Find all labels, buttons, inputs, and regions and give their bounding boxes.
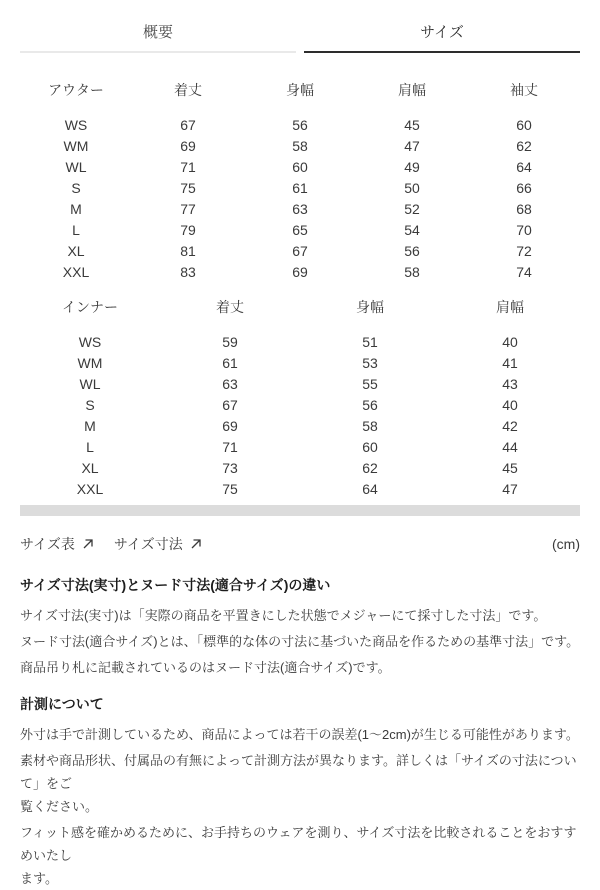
measurement-value: 58 — [404, 263, 420, 280]
paragraph-line: サイズ寸法(実寸)は「実際の商品を平置きにした状態でメジャーにて採寸した寸法」です。 — [20, 608, 547, 623]
table-row — [20, 352, 580, 373]
measurement-value: 65 — [292, 221, 308, 238]
measurement-value: 71 — [222, 438, 238, 455]
measurement-value: 67 — [292, 242, 308, 259]
measurement-value: 70 — [516, 221, 532, 238]
measurement-value: 51 — [362, 333, 378, 350]
arrow-up-right-icon — [190, 538, 202, 550]
table-row — [20, 373, 580, 394]
column-header: 肩幅 — [398, 81, 426, 98]
table-row — [20, 240, 580, 261]
size-label: S — [85, 396, 95, 413]
measurement-value: 59 — [222, 333, 238, 350]
measurement-value: 73 — [222, 459, 238, 476]
size-label: M — [84, 417, 96, 434]
measurement-value: 71 — [180, 158, 196, 175]
column-header: 身幅 — [356, 298, 384, 315]
links-row — [20, 534, 580, 554]
size-label: XXL — [62, 263, 90, 280]
measurement-value: 56 — [404, 242, 420, 259]
table-row — [20, 436, 580, 457]
measurement-value: 47 — [404, 137, 420, 154]
measurement-value: 68 — [516, 200, 532, 217]
table-row — [20, 331, 580, 352]
measurement-value: 58 — [292, 137, 308, 154]
measurement-value: 47 — [502, 480, 518, 497]
section-paragraphs — [20, 604, 580, 679]
table-row — [20, 156, 580, 177]
measurement-value: 62 — [516, 137, 532, 154]
column-header: インナー — [62, 298, 118, 315]
column-header: 袖丈 — [510, 81, 538, 98]
size-measurements-link-label: サイズ寸法 — [113, 536, 183, 552]
measurement-value: 56 — [362, 396, 378, 413]
measurement-value: 79 — [180, 221, 196, 238]
size-label: WL — [79, 375, 101, 392]
column-header: 着丈 — [216, 298, 244, 315]
measurement-value: 61 — [292, 179, 308, 196]
column-header: アウター — [48, 81, 104, 98]
measurement-value: 64 — [516, 158, 532, 175]
arrow-up-right-icon — [82, 538, 94, 550]
measurement-value: 69 — [180, 137, 196, 154]
paragraph-line: 外寸は手で計測しているため、商品によっては若干の誤差(1〜2cm)が生じる可能性があります。 — [20, 727, 579, 742]
measurement-value: 56 — [292, 116, 308, 133]
table-row — [20, 198, 580, 219]
measurement-value: 64 — [362, 480, 378, 497]
size-label: WL — [65, 158, 87, 175]
measurement-value: 77 — [180, 200, 196, 217]
measurement-value: 66 — [516, 179, 532, 196]
paragraph-line: 覧ください。 — [20, 799, 99, 814]
measurement-value: 60 — [292, 158, 308, 175]
measurement-value: 44 — [502, 438, 518, 455]
paragraph-line: 素材や商品形状、付属品の有無によって計測方法が異なります。詳しくは「サイズの寸法について」をご — [20, 753, 577, 791]
table-row — [20, 219, 580, 240]
measurement-value: 40 — [502, 333, 518, 350]
table-row — [20, 457, 580, 478]
size-label: M — [70, 200, 82, 217]
table-row — [20, 114, 580, 135]
measurement-value: 74 — [516, 263, 532, 280]
size-tables — [20, 79, 580, 499]
measurement-value: 55 — [362, 375, 378, 392]
table-row — [20, 478, 580, 499]
measurement-value: 75 — [222, 480, 238, 497]
unit-label: (cm) — [552, 536, 580, 552]
paragraph — [20, 723, 580, 746]
column-header: 着丈 — [174, 81, 202, 98]
size-label: XL — [81, 459, 99, 476]
measurement-value: 40 — [502, 396, 518, 413]
paragraph-line: ます。 — [20, 871, 58, 886]
table-row — [20, 177, 580, 198]
column-header: 身幅 — [286, 81, 314, 98]
table-header-row — [20, 79, 580, 100]
measurement-value: 45 — [502, 459, 518, 476]
measurement-value: 58 — [362, 417, 378, 434]
size-chart-link[interactable] — [20, 534, 94, 554]
section-heading: 計測について — [20, 696, 104, 712]
table-header-row — [20, 296, 580, 317]
measurement-value: 72 — [516, 242, 532, 259]
size-measurements-link[interactable] — [114, 534, 202, 554]
measurement-value: 61 — [222, 354, 238, 371]
column-header: 肩幅 — [496, 298, 524, 315]
measurement-value: 42 — [502, 417, 518, 434]
measurement-value: 75 — [180, 179, 196, 196]
measurement-value: 62 — [362, 459, 378, 476]
measurement-value: 67 — [180, 116, 196, 133]
tab-bar — [20, 21, 580, 53]
measurement-value: 53 — [362, 354, 378, 371]
size-label: XL — [67, 242, 85, 259]
size-label: S — [71, 179, 81, 196]
paragraph — [20, 821, 580, 890]
measurement-value: 69 — [292, 263, 308, 280]
size-label: WM — [63, 137, 89, 154]
measurement-value: 54 — [404, 221, 420, 238]
measurement-value: 63 — [222, 375, 238, 392]
paragraph — [20, 630, 580, 653]
measurement-value: 60 — [516, 116, 532, 133]
measurement-value: 52 — [404, 200, 420, 217]
table-row — [20, 261, 580, 282]
size-chart-link-label: サイズ表 — [20, 536, 75, 552]
paragraph-line: 商品吊り札に記載されているのはヌード寸法(適合サイズ)です。 — [20, 660, 391, 675]
size-label: XXL — [76, 480, 104, 497]
measurement-value: 41 — [502, 354, 518, 371]
measurement-value: 60 — [362, 438, 378, 455]
section-heading: サイズ寸法(実寸)とヌード寸法(適合サイズ)の違い — [20, 577, 331, 593]
inner-size-table — [20, 296, 580, 499]
measurement-value: 83 — [180, 263, 196, 280]
table-horizontal-scrollbar[interactable] — [20, 505, 580, 516]
outer-size-table — [20, 79, 580, 282]
paragraph — [20, 604, 580, 627]
table-row — [20, 394, 580, 415]
measurement-value: 81 — [180, 242, 196, 259]
size-label: WS — [78, 333, 102, 350]
section-paragraphs — [20, 723, 580, 890]
tab-overview[interactable]: 概要 — [20, 21, 296, 53]
section-measurement-note — [20, 695, 580, 890]
paragraph-line: フィット感を確かめるために、お手持ちのウェアを測り、サイズ寸法を比較されることをおすすめいたし — [20, 825, 577, 863]
size-label: WM — [77, 354, 103, 371]
paragraph — [20, 656, 580, 679]
measurement-value: 49 — [404, 158, 420, 175]
measurement-value: 69 — [222, 417, 238, 434]
section-size-difference — [20, 576, 580, 679]
table-row — [20, 415, 580, 436]
measurement-value: 50 — [404, 179, 420, 196]
size-label: WS — [64, 116, 88, 133]
paragraph-line: ヌード寸法(適合サイズ)とは、「標準的な体の寸法に基づいた商品を作るための基準寸法」です。 — [20, 634, 580, 649]
tab-size[interactable]: サイズ — [304, 21, 580, 53]
table-row — [20, 135, 580, 156]
size-label: L — [86, 438, 94, 455]
measurement-value: 45 — [404, 116, 420, 133]
size-label: L — [72, 221, 80, 238]
measurement-value: 67 — [222, 396, 238, 413]
paragraph — [20, 749, 580, 818]
measurement-value: 43 — [502, 375, 518, 392]
measurement-value: 63 — [292, 200, 308, 217]
